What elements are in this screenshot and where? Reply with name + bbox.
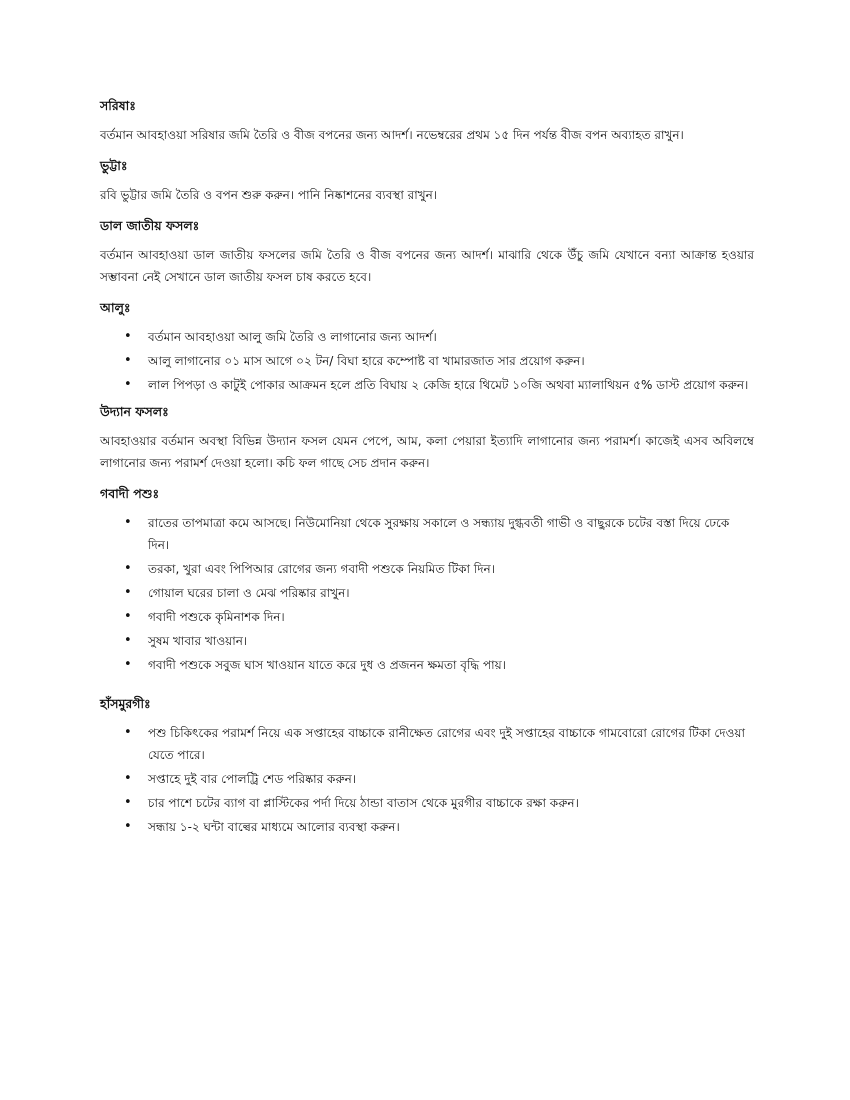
section-paragraph: বর্তমান আবহাওয়া সরিষার জমি তৈরি ও বীজ বপনের জন্য আদর্শ। নভেম্বরের প্রথম ১৫ দিন পর্যন্ত বীজ বপন অব্যাহত রাখুন। (100, 128, 684, 142)
list-item: • পশু চিকিৎকের পরামর্শ নিয়ে এক সপ্তাহের বাচ্চাকে রানীক্ষেত রোগের এবং দুই সপ্তাহের বাচ্চাকে গামবোরো রোগের টিকা দেওয়া যেতে পারে। (148, 722, 754, 766)
section-pulses (100, 216, 754, 288)
list-item: • রাতের তাপমাত্রা কমে আসছে। নিউমোনিয়া থেকে সুরক্ষায় সকালে ও সন্ধ্যায় দুগ্ধবতী গাভী ও বাছুরকে চটের বস্তা দিয়ে ঢেকে দিন। (148, 512, 754, 556)
section-heading: হাঁসমুরগীঃ (100, 696, 151, 711)
section-heading: গবাদী পশুঃ (100, 486, 160, 501)
section-livestock (100, 484, 754, 676)
list-item: • সপ্তাহে দুই বার পোলট্রি শেড পরিষ্কার করুন। (148, 768, 754, 790)
section-heading: ডাল জাতীয় ফসলঃ (100, 218, 200, 233)
section-heading: আলুঃ (100, 300, 131, 315)
list-item: • লাল পিপড়া ও কাটুই পোকার আক্রমন হলে প্রতি বিঘায় ২ কেজি হারে থিমেট ১০জি অথবা ম্যালাথিয়ন ৫% ডাস্ট প্রয়োগ করুন। (148, 374, 754, 396)
list-item: • গবাদী পশুকে সবুজ ঘাস খাওয়ান যাতে করে দুধ ও প্রজনন ক্ষমতা বৃদ্ধি পায়। (148, 654, 754, 676)
section-poultry (100, 694, 754, 838)
bullet-list (100, 326, 754, 396)
section-paragraph: রবি ভুট্টার জমি তৈরি ও বপন শুরু করুন। পানি নিষ্কাশনের ব্যবস্থা রাখুন। (100, 188, 438, 202)
section-heading: উদ্যান ফসলঃ (100, 404, 169, 419)
list-item: • গবাদী পশুকে কৃমিনাশক দিন। (148, 606, 754, 628)
section-paragraph: আবহাওয়ার বর্তমান অবস্থা বিভিন্ন উদ্যান ফসল যেমন পেপে, আম, কলা পেয়ারা ইত্যাদি লাগানোর জন্য পরামর্শ। কাজেই এসব অবিলম্বে লাগানোর জন্য পরামর্শ দেওয়া হলো। কচি ফল গাছে সেচ প্রদান করুন। (100, 434, 754, 470)
list-item: • সুষম খাবার খাওয়ান। (148, 630, 754, 652)
bullet-list (100, 722, 754, 838)
list-item: • চার পাশে চটের ব্যাগ বা প্লাস্টিকের পর্দা দিয়ে ঠান্ডা বাতাস থেকে মুরগীর বাচ্চাকে রক্ষা করুন। (148, 792, 754, 814)
section-heading: ভুট্টাঃ (100, 158, 128, 173)
list-item: • আলু লাগানোর ০১ মাস আগে ০২ টন/ বিঘা হারে কম্পোষ্ট বা খামারজাত সার প্রয়োগ করুন। (148, 350, 754, 372)
list-item: • সন্ধায় ১-২ ঘন্টা বাল্বের মাধ্যমে আলোর ব্যবস্থা করুন। (148, 816, 754, 838)
spacer (100, 682, 754, 694)
section-paragraph: বর্তমান আবহাওয়া ডাল জাতীয় ফসলের জমি তৈরি ও বীজ বপনের জন্য আদর্শ। মাঝারি থেকে উঁচু জমি যেখানে বন্যা আক্রান্ত হওয়ার সম্ভাবনা নেই সেখানে ডাল জাতীয় ফসল চাষ করতে হবে। (100, 248, 754, 284)
bullet-list (100, 512, 754, 676)
list-item: • তরকা, খুরা এবং পিপিআর রোগের জন্য গবাদী পশুকে নিয়মিত টিকা দিন। (148, 558, 754, 580)
section-maize (100, 156, 754, 206)
list-item: • গোয়াল ঘরের চালা ও মেঝ পরিষ্কার রাখুন। (148, 582, 754, 604)
section-horticulture (100, 402, 754, 474)
section-mustard (100, 96, 754, 146)
section-potato (100, 298, 754, 396)
section-heading: সরিষাঃ (100, 98, 136, 113)
list-item: • বর্তমান আবহাওয়া আলু জমি তৈরি ও লাগানোর জন্য আদর্শ। (148, 326, 754, 348)
